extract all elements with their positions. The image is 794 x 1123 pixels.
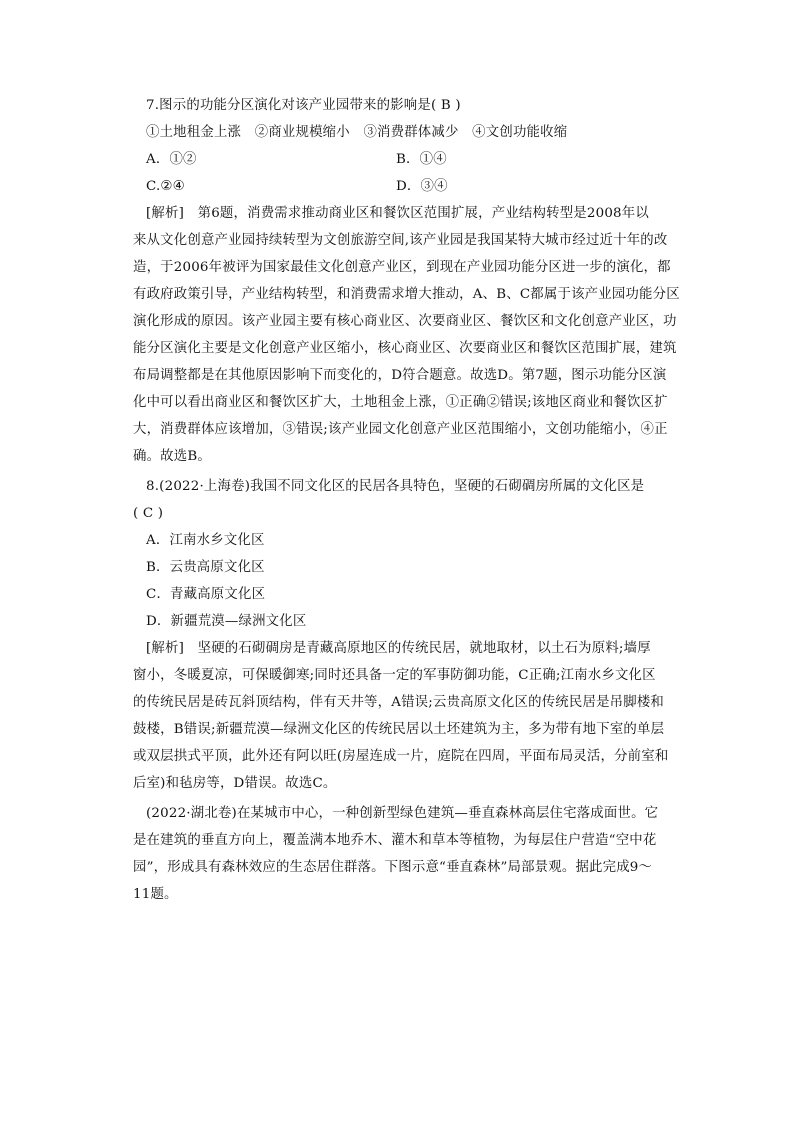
- q8-answer: ( C ): [133, 506, 164, 521]
- intro-line: 园”，形成具有森林效应的生态居住群落。下图示意“垂直森林”局部景观。据此完成9～: [133, 860, 653, 875]
- analysis2-line: 窗小，冬暖夏凉，可保暖御寒;同时还具备一定的军事防御功能，C正确;江南水乡文化区: [133, 668, 656, 683]
- analysis2-line: 鼓楼，B错误;新疆荒漠—绿洲文化区的传统民居以土坯建筑为主，多为带有地下室的单层: [133, 722, 665, 737]
- intro-line: 是在建筑的垂直方向上，覆盖满本地乔木、灌木和草本等植物，为每层住户营造“空中花: [133, 833, 657, 848]
- analysis1-line: [解析] 第6题，消费需求推动商业区和餐饮区范围扩展，产业结构转型是2008年以: [146, 206, 649, 221]
- analysis2-line: 或双层拱式平顶，此外还有阿以旺(房屋连成一片，庭院在四周，平面布局灵活，分前室和: [133, 749, 669, 764]
- q7-option-b: B．①④: [396, 152, 447, 167]
- analysis1-line: 大，消费群体应该增加，③错误;该产业园文化创意产业区范围缩小，文创功能缩小，④正: [133, 422, 668, 437]
- q8-stem: 8.(2022·上海卷)我国不同文化区的民居各具特色，坚硬的石砌碉房所属的文化区是: [146, 479, 645, 494]
- analysis1-line: 演化形成的原因。该产业园主要有核心商业区、次要商业区、餐饮区和文化创意产业区，功: [133, 314, 677, 329]
- analysis1-line: 布局调整都是在其他原因影响下而变化的，D符合题意。故选D。第7题，图示功能分区演: [133, 368, 667, 383]
- analysis2-line: 后室)和毡房等，D错误。故选C。: [133, 776, 337, 791]
- intro-line: 11题。: [133, 887, 178, 902]
- intro-line: (2022·湖北卷)在某城市中心，一种创新型绿色建筑—垂直森林高层住宅落成面世。它: [146, 806, 659, 821]
- q7-option-c: C.②④: [146, 179, 185, 194]
- analysis1-line: 化中可以看出商业区和餐饮区扩大，土地租金上涨，①正确②错误;该地区商业和餐饮区扩: [133, 395, 668, 410]
- analysis2-line: [解析] 坚硬的石砌碉房是青藏高原地区的传统民居，就地取材，以土石为原料;墙厚: [146, 641, 651, 656]
- analysis1-line: 造，于2006年被评为国家最佳文化创意产业区，到现在产业园功能分区进一步的演化，都: [133, 260, 671, 275]
- analysis2-line: 的传统民居是砖瓦斜顶结构，伴有天井等，A错误;云贵高原文化区的传统民居是吊脚楼和: [133, 695, 665, 710]
- q7-stem: 7.图示的功能分区演化对该产业园带来的影响是( B ): [146, 98, 461, 113]
- analysis1-line: 有政府政策引导，产业结构转型，和消费需求增大推动，A、B、C都属于该产业园功能分区: [133, 287, 680, 302]
- q8-option-c: C．青藏高原文化区: [146, 587, 266, 602]
- q7-option-d: D．③④: [396, 179, 448, 194]
- analysis1-line: 来从文化创意产业园持续转型为文创旅游空间,该产业园是我国某特大城市经过近十年的改: [133, 233, 668, 248]
- q7-items: ①土地租金上涨 ②商业规模缩小 ③消费群体减少 ④文创功能收缩: [146, 125, 568, 140]
- q8-option-d: D．新疆荒漠—绿洲文化区: [146, 614, 307, 629]
- q8-option-b: B．云贵高原文化区: [146, 560, 265, 575]
- analysis1-line: 能分区演化主要是文化创意产业区缩小，核心商业区、次要商业区和餐饮区范围扩展，建筑: [133, 341, 677, 356]
- q7-option-a: A．①②: [146, 152, 197, 167]
- analysis1-line: 确。故选B。: [133, 449, 211, 464]
- q8-option-a: A．江南水乡文化区: [146, 533, 265, 548]
